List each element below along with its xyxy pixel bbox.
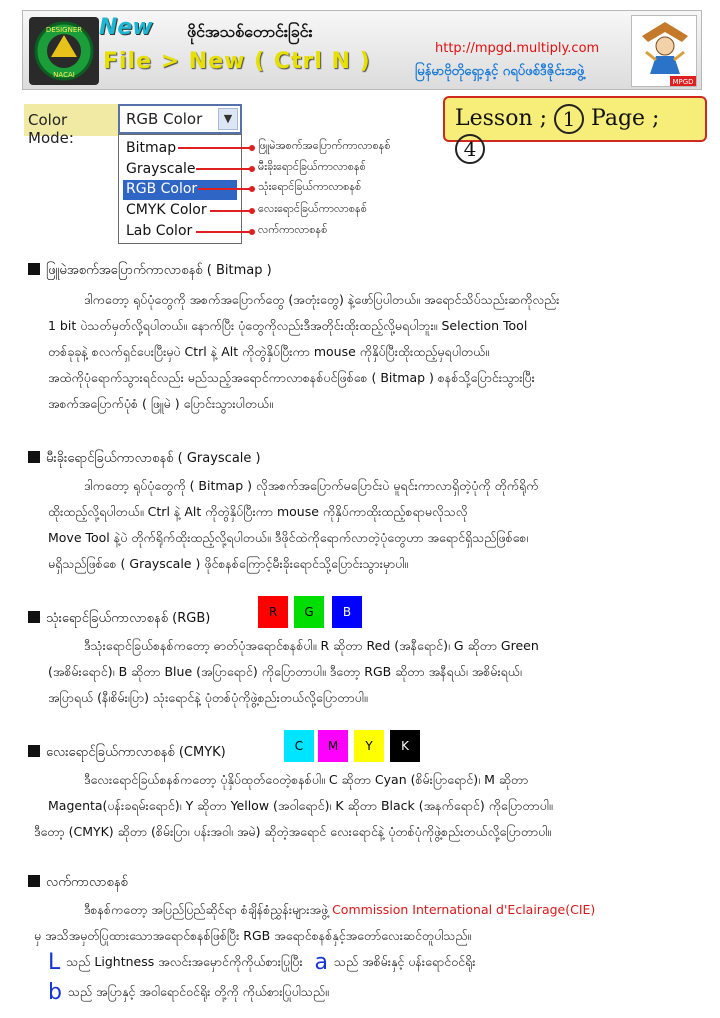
pointer-line — [178, 147, 250, 149]
bitmap-line: တစ်ခုခုနဲ့ စလက်ရှင်ပေးပြီးမှပဲ Ctrl နဲ့ Alt ကိုတွဲနှိပ်ပြီးကာ mouse ကိုနှိပ်ပြီးထိုးထည့်မှရပါတယ်။ — [48, 344, 490, 359]
grayscale-line: Move Tool နဲ့ပဲ တိုက်ရိုက်ထိုးထည့်လို့ရပါတယ်။ ဒီဖိုင်ထဲကိုရောက်လာတဲ့ပုံတွေဟာ အရောင်ရှိသည်ဖြစ်စေ၊ — [48, 530, 529, 545]
bitmap-line: 1 bit ပဲသတ်မှတ်လို့ရပါတယ်။ နောက်ပြီး ပုံတွေကိုလည်းဒီအတိုင်းထိုးထည့်လို့မရပါဘူး။ Selection Tool — [48, 318, 528, 333]
lesson-number: 1 — [554, 104, 584, 134]
option-cmyk[interactable]: CMYK Color — [126, 202, 207, 218]
rgb-line: အပြာရယ် (နီ၊စိမ်း၊ပြာ) သုံးရောင်နဲ့ ပုံတစ်ပုံကိုဖွဲ့စည်းတယ်လို့ပြောတာပါ။ — [48, 690, 368, 705]
swatch-y: Y — [354, 730, 384, 762]
bitmap-line: ဒါကတော့ ရုပ်ပုံတွေကို အစက်အပြောက်တွေ (အတုံးတွေ) နဲ့ဖော်ပြပါတယ်။ အရောင်သိပ်သည်းဆကိုလည်း — [84, 292, 560, 307]
section-heading-rgb: သုံးရောင်ခြယ်ကာလာစနစ် (RGB) — [28, 610, 210, 629]
section-heading-bitmap: ဖြူမဲအစက်အပြောက်ကာလာစနစ် ( Bitmap ) — [28, 262, 272, 281]
option-rgb[interactable]: RGB Color — [123, 180, 237, 200]
site-url[interactable]: http://mpgd.multiply.com — [435, 41, 600, 56]
bullet-square-icon — [28, 263, 40, 275]
letter-l: L — [48, 950, 61, 975]
swatch-k: K — [390, 730, 420, 762]
swatch-g: G — [294, 596, 324, 628]
color-mode-selected: RGB Color — [126, 110, 203, 128]
letter-b: b — [48, 980, 62, 1005]
page-number: 4 — [455, 134, 485, 164]
svg-text:NACAI: NACAI — [53, 71, 75, 79]
lab-line-b: bသည် အပြာနှင့် အဝါရောင်ဝင်ရိုး တို့ကို ကိုယ်စားပြုပါသည်။ — [48, 980, 329, 1005]
bullet-square-icon — [28, 875, 40, 887]
cmyk-line: ဒီလေးရောင်ခြယ်စနစ်ကတော့ ပုံနှိပ်ထုတ်ဝေတဲ့စနစ်ပါ။ C ဆိုတာ Cyan (စိမ်းပြာရောင်)၊ M ဆိုတာ — [84, 772, 529, 787]
pointer-line — [210, 210, 250, 212]
pointer-line — [196, 231, 250, 233]
desc-rgb: သုံးရောင်ခြယ်ကာလာစနစ် — [258, 180, 362, 193]
grayscale-line: မရှိသည်ဖြစ်စေ ( Grayscale ) ဖိုင်စနစ်ကြောင့်မီးခိုးရောင်သို့ပြောင်းသွားမှာပါ။ — [48, 556, 409, 571]
lesson-label: Lesson ; — [455, 106, 548, 131]
bullet-square-icon — [28, 611, 40, 623]
cie-name: Commission International d'Eclairage(CIE) — [332, 902, 596, 917]
option-grayscale[interactable]: Grayscale — [126, 161, 196, 177]
logo — [29, 17, 99, 85]
page-label: Page ; — [591, 106, 660, 131]
lab-line: ဒီစနစ်ကတော့ အပြည်ပြည်ဆိုင်ရာ စံချိန်စံညွှန်းများအဖွဲ့ Commission International d'Eclairage(CIE) — [84, 902, 596, 917]
bullet-square-icon — [28, 745, 40, 757]
letter-a: a — [314, 950, 328, 975]
swatch-b: B — [332, 596, 362, 628]
mascot-image — [631, 15, 697, 87]
chevron-down-icon[interactable]: ▼ — [218, 108, 238, 130]
pointer-dot — [249, 166, 255, 172]
lab-line: မှ အသိအမှတ်ပြုထားသောအရောင်စနစ်ဖြစ်ပြီး RGB အရောင်စနစ်နှင့်အတော်လေးဆင်တူပါသည်။ — [34, 928, 472, 943]
file-path-title: File > New ( Ctrl N ) — [103, 49, 371, 74]
color-mode-label: Color Mode: — [24, 104, 120, 136]
lesson-badge — [443, 96, 707, 161]
svg-text:DESIGNER: DESIGNER — [45, 26, 83, 34]
pointer-line — [198, 188, 250, 190]
svg-text:MPGD: MPGD — [672, 78, 694, 86]
bitmap-line: အထဲကိုပုံရောက်သွားရင်လည်း မည်သည့်အရောင်ကာလာစနစ်ပင်ဖြစ်စေ ( Bitmap ) စနစ်သို့ပြောင်းသွားပြီး — [48, 370, 535, 385]
section-heading-grayscale: မီးခိုးရောင်ခြယ်ကာလာစနစ် ( Grayscale ) — [28, 450, 261, 469]
bullet-square-icon — [28, 451, 40, 463]
pointer-dot — [249, 145, 255, 151]
swatch-c: C — [284, 730, 314, 762]
desc-cmyk: လေးရောင်ခြယ်ကာလာစနစ် — [258, 202, 367, 215]
pointer-dot — [249, 186, 255, 192]
header-banner — [22, 10, 702, 90]
rgb-line: (အစိမ်းရောင်)၊ B ဆိုတာ Blue (အပြာရောင်) ကိုပြောတာပါ။ ဒီတော့ RGB ဆိုတာ အနီရယ်၊ အစိမ်းရယ်၊ — [48, 664, 522, 679]
cmyk-line: Magenta(ပန်းခရမ်းရောင်)၊ Y ဆိုတာ Yellow (အဝါရောင်)၊ K ဆိုတာ Black (အနက်ရောင်) ကိုပြောတာပါ။ — [48, 798, 553, 813]
desc-bitmap: ဖြူမဲအစက်အပြောက်ကာလာစနစ် — [258, 139, 391, 152]
pointer-line — [196, 168, 250, 170]
section-heading-cmyk: လေးရောင်ခြယ်ကာလာစနစ် (CMYK) — [28, 744, 226, 763]
section-heading-lab: လက်ကာလာစနစ် — [28, 874, 128, 893]
title-burmese: ဖိုင်အသစ်တောင်းခြင်း — [187, 22, 313, 41]
grayscale-line: ဒါကတော့ ရုပ်ပုံတွေကို ( Bitmap ) လိုအစက်အပြောက်မပြောင်းပဲ မူရင်းကာလာရှိတဲ့ပုံကို တိုက်ရိုက် — [84, 478, 539, 493]
option-lab[interactable]: Lab Color — [126, 223, 193, 239]
org-name: မြန်မာဗိုတိုရှော့နှင့် ဂရပ်ဖစ်ဒီဇိုင်းအဖွဲ့ — [415, 64, 585, 79]
rgb-line: ဒီသုံးရောင်ခြယ်စနစ်ကတော့ ဓာတ်ပုံအရောင်စနစ်ပါ။ R ဆိုတာ Red (အနီရောင်)၊ G ဆိုတာ Green — [84, 638, 539, 653]
grayscale-line: ထိုးထည့်လို့ရပါတယ်။ Ctrl နဲ့ Alt ကိုတွဲနှိပ်ပြီးကာ mouse ကိုနှိပ်ကာထိုးထည့်စရာမလိုသလို — [48, 504, 468, 519]
desc-lab: လက်ကာလာစနစ် — [258, 223, 328, 236]
cmyk-line: ဒီတော့ (CMYK) ဆိုတာ (စိမ်းပြာ၊ ပန်းအဝါ၊ အမဲ) ဆိုတဲ့အရောင် လေးရောင်နဲ့ ပုံတစ်ပုံကိုဖွဲ့စည်းတယ်လို့ပြောတာပါ။ — [34, 824, 552, 839]
desc-grayscale: မီးခိုးရောင်ခြယ်ကာလာစနစ် — [258, 160, 366, 173]
option-bitmap[interactable]: Bitmap — [126, 140, 177, 156]
color-mode-select[interactable] — [118, 104, 242, 134]
title-new: New — [99, 15, 153, 40]
pointer-dot — [249, 208, 255, 214]
pointer-dot — [249, 229, 255, 235]
bitmap-line: အစက်အပြောက်ပုံစံ ( ဖြူမဲ ) ပြောင်းသွားပါတယ်။ — [48, 396, 273, 411]
lab-line-l: Lသည် Lightness အလင်းအမှောင်ကိုကိုယ်စားပြုပြီး a သည် အစိမ်းနှင့် ပန်းရောင်ဝင်ရိုး — [48, 950, 476, 975]
swatch-m: M — [318, 730, 348, 762]
swatch-r: R — [258, 596, 288, 628]
